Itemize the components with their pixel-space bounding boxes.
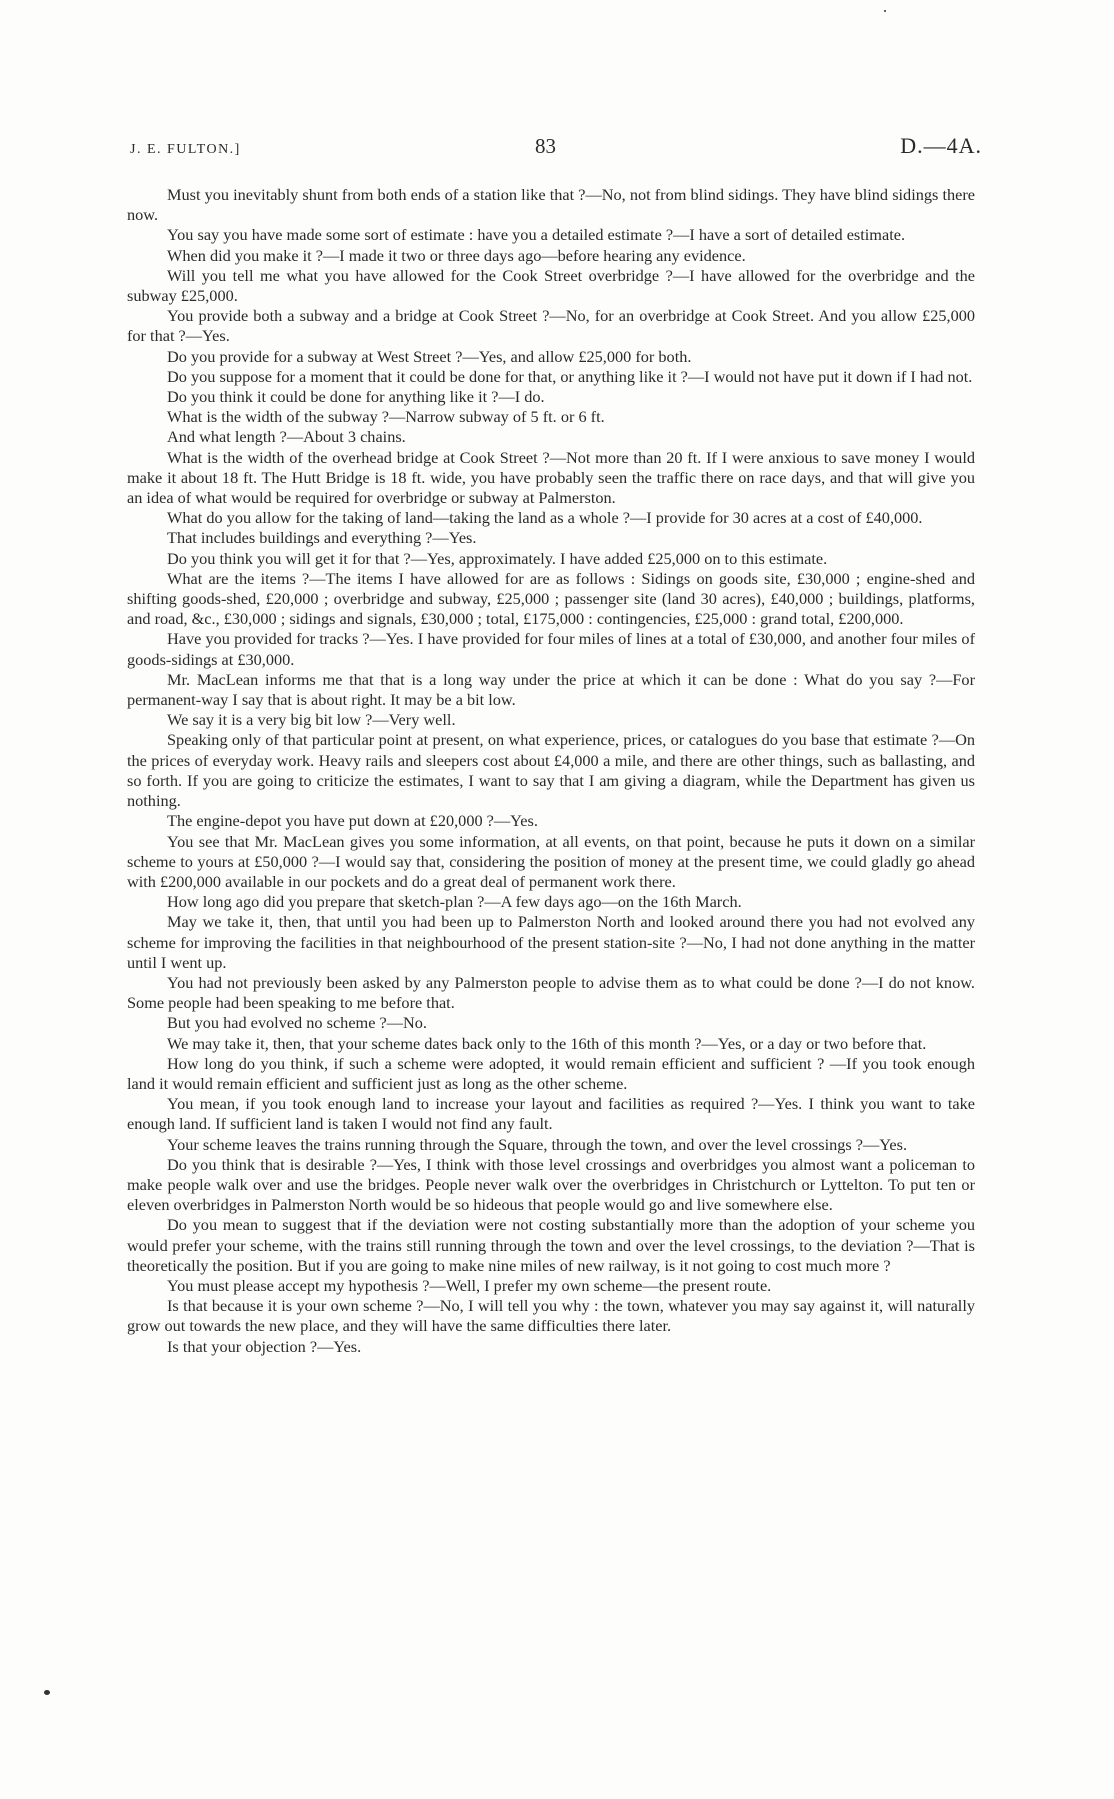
document-reference: D.—4A. [900, 133, 982, 158]
paragraph: When did you make it ?—I made it two or three days ago—before hearing any evidence. [167, 245, 746, 265]
paragraph: Speaking only of that particular point at present, on what experience, prices, or catalogues do you base that estimate ?—On the prices of everyday work. Heavy rails and sleepers cost about £4,000 a mile, and there are other things, such as ballasting, and so forth. If you are going to criticize the estimates, I want to say that I am giving a diagram, while the Department has given us nothing. [127, 730, 975, 811]
paragraph: You provide both a subway and a bridge at Cook Street ?—No, for an overbridge at Cook Street. And you allow £25,000 for that ?—Yes. [127, 306, 975, 346]
paragraph: You see that Mr. MacLean gives you some information, at all events, on that point, because he puts it down on a similar scheme to yours at £50,000 ?—I would say that, considering the position of money at the present time, we could gladly go ahead with £200,000 available in our pockets and do a great deal of permanent work there. [127, 831, 975, 891]
paragraph: We say it is a very big bit low ?—Very well. [167, 710, 456, 730]
paragraph: But you had evolved no scheme ?—No. [167, 1013, 427, 1033]
paragraph: How long do you think, if such a scheme were adopted, it would remain efficient and sufficient ? —If you took enough land it would remain efficient and sufficient just as long as the other scheme. [127, 1053, 975, 1093]
ink-speck [884, 10, 886, 12]
paragraph: You say you have made some sort of estimate : have you a detailed estimate ?—I have a sort of detailed estimate. [167, 225, 906, 245]
paragraph: May we take it, then, that until you had been up to Palmerston North and looked around there you had not evolved any scheme for improving the facilities in that neighbourhood of the present station-site ?—No, I had not done anything in the matter until I went up. [127, 912, 975, 972]
paragraph: Your scheme leaves the trains running through the Square, through the town, and over the level crossings ?—Yes. [167, 1134, 908, 1154]
paragraph: Do you think that is desirable ?—Yes, I think with those level crossings and overbridges you almost want a policeman to make people walk over and use the bridges. People never walk over the overbridges in Christchurch or Lyttelton. To put ten or eleven overbridges in Palmerston North would be so hideous that people would go and live somewhere else. [127, 1154, 975, 1215]
paragraph: What is the width of the overhead bridge at Cook Street ?—Not more than 20 ft. If I were anxious to save money I would make it about 18 ft. The Hutt Bridge is 18 ft. wide, you have probably seen the traffic there on race days, and that will give you an idea of what would be required for overbridge or subway at Palmerston. [127, 447, 975, 508]
paragraph: We may take it, then, that your scheme dates back only to the 16th of this month ?—Yes, or a day or two before that. [167, 1033, 927, 1053]
paragraph: Do you suppose for a moment that it could be done for that, or anything like it ?—I would not have put it down if I had not. [167, 366, 973, 386]
paragraph: Must you inevitably shunt from both ends of a station like that ?—No, not from blind sidings. They have blind sidings there now. [127, 185, 975, 225]
paragraph: Have you provided for tracks ?—Yes. I have provided for four miles of lines at a total of £30,000, and another four miles of goods-sidings at £30,000. [127, 629, 975, 669]
paragraph: You mean, if you took enough land to increase your layout and facilities as required ?—Yes. I think you want to take enough land. If sufficient land is taken I would not find any fault. [127, 1094, 975, 1134]
paragraph: That includes buildings and everything ?—Yes. [167, 528, 477, 548]
paragraph: Do you mean to suggest that if the deviation were not costing substantially more than the adoption of your scheme you would prefer your scheme, with the trains still running through the town and over the level crossings, to the deviation ?—That is theoretically the position. But if you are going to make nine miles of new railway, is it not going to cost much more ? [127, 1215, 975, 1275]
paragraph: You had not previously been asked by any Palmerston people to advise them as to what could be done ?—I do not know. Some people had been speaking to me before that. [127, 972, 975, 1013]
paragraph: What is the width of the subway ?—Narrow subway of 5 ft. or 6 ft. [167, 407, 605, 427]
page-number: 83 [535, 134, 556, 158]
paragraph: The engine-depot you have put down at £20,000 ?—Yes. [167, 811, 538, 831]
paragraph: Do you provide for a subway at West Street ?—Yes, and allow £25,000 for both. [167, 346, 692, 366]
paragraph: And what length ?—About 3 chains. [167, 427, 406, 447]
paragraph: You must please accept my hypothesis ?—Well, I prefer my own scheme—the present route. [167, 1275, 772, 1295]
paragraph: Will you tell me what you have allowed for the Cook Street overbridge ?—I have allowed for the overbridge and the subway £25,000. [127, 265, 975, 306]
paragraph: Is that your objection ?—Yes. [167, 1336, 362, 1356]
header-author: J. E. FULTON.] [130, 142, 241, 157]
paragraph: Do you think you will get it for that ?—Yes, approximately. I have added £25,000 on to this estimate. [167, 548, 828, 568]
paragraph: What are the items ?—The items I have allowed for are as follows : Sidings on goods site, £30,000 ; engine-shed and shifting goods-shed, £20,000 ; overbridge and subway, £25,000 ; passenger site (land 30 acres), £40,000 ; buildings, platforms, and road, &c., £30,000 ; sidings and signals, £30,000 ; total, £175,000 : contingencies, £25,000 : grand total, £200,000. [127, 568, 975, 629]
paragraph: Is that because it is your own scheme ?—No, I will tell you why : the town, whatever you may say against it, will naturally grow out towards the new place, and they will have the same difficulties there later. [127, 1296, 975, 1336]
ink-speck [44, 1690, 50, 1695]
evidence-text [127, 185, 975, 1357]
paragraph: How long ago did you prepare that sketch-plan ?—A few days ago—on the 16th March. [167, 892, 742, 912]
paragraph: What do you allow for the taking of land—taking the land as a whole ?—I provide for 30 acres at a cost of £40,000. [167, 508, 923, 528]
paragraph: Do you think it could be done for anything like it ?—I do. [167, 387, 545, 407]
page-header [130, 133, 982, 166]
paragraph: Mr. MacLean informs me that that is a long way under the price at which it can be done : What do you say ?—For permanent-way I say that is about right. It may be a bit low. [127, 669, 975, 710]
